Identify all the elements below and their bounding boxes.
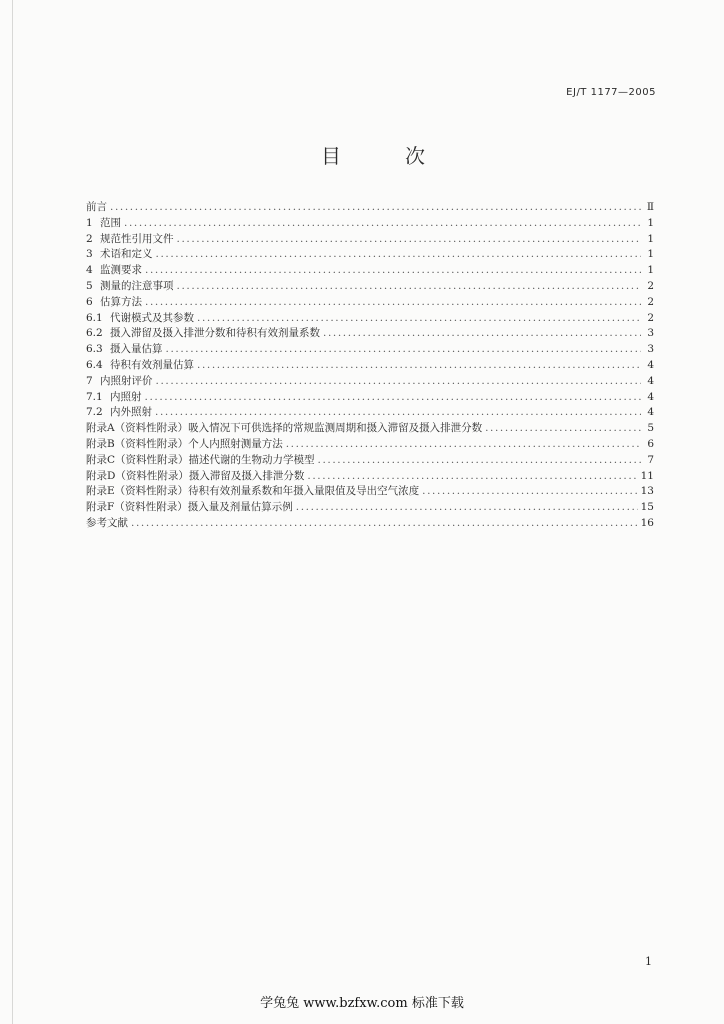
toc-dot-leader xyxy=(124,216,641,232)
toc-entry-title: 附录E（资料性附录）待积有效剂量系数和年摄入量限值及导出空气浓度 xyxy=(86,485,420,498)
toc-entry-page: 5 xyxy=(647,422,654,435)
toc-dot-leader xyxy=(156,374,642,390)
toc-entry[interactable] xyxy=(86,200,654,216)
toc-entry[interactable] xyxy=(86,358,654,374)
toc-dot-leader xyxy=(296,500,638,516)
toc-entry-number: 4 xyxy=(86,264,93,277)
toc-entry-page: 11 xyxy=(640,469,654,482)
toc-entry-title: 内照射评价 xyxy=(100,374,153,387)
toc-entry[interactable] xyxy=(86,216,654,232)
toc-dot-leader xyxy=(485,421,641,437)
toc-entry-page: 1 xyxy=(647,248,654,261)
toc-entry[interactable] xyxy=(86,247,654,263)
toc-entry-page: 15 xyxy=(640,501,654,514)
toc-entry-title: 附录A（资料性附录）吸入情况下可供选择的常规监测周期和摄入滞留及摄入排泄分数 xyxy=(86,422,483,435)
toc-dot-leader xyxy=(177,279,642,295)
toc-entry-number: 7.2 xyxy=(86,406,103,419)
toc-dot-leader xyxy=(422,484,637,500)
toc-dot-leader xyxy=(145,263,641,279)
toc-entry-title: 范围 xyxy=(100,216,121,229)
toc-entry-title: 待积有效剂量估算 xyxy=(110,358,194,371)
toc-entry[interactable] xyxy=(86,516,654,532)
toc-entry-title: 规范性引用文件 xyxy=(100,232,174,245)
toc-entry[interactable] xyxy=(86,469,654,485)
watermark-footer: 学兔兔 www.bzfxw.com 标准下载 xyxy=(260,996,464,1011)
page-number: 1 xyxy=(645,955,652,968)
toc-entry[interactable] xyxy=(86,311,654,327)
toc-entry[interactable] xyxy=(86,484,654,500)
toc-entry-page: 4 xyxy=(647,390,654,403)
toc-entry-title: 前言 xyxy=(86,201,107,213)
toc-dot-leader xyxy=(166,342,642,358)
toc-entry-title: 内外照射 xyxy=(110,406,152,419)
toc-entry[interactable] xyxy=(86,295,654,311)
toc-dot-leader xyxy=(197,358,641,374)
toc-entry-number: 6.2 xyxy=(86,327,103,340)
toc-dot-leader xyxy=(156,247,642,263)
toc-entry[interactable] xyxy=(86,279,654,295)
toc-entry-page: 3 xyxy=(647,343,654,356)
toc-entry[interactable] xyxy=(86,405,654,421)
toc-dot-leader xyxy=(318,453,641,469)
toc-entry-title: 附录C（资料性附录）描述代谢的生物动力学模型 xyxy=(86,453,315,466)
toc-entry-number: 7.1 xyxy=(86,390,103,403)
toc-entry-number: 6.3 xyxy=(86,343,103,356)
toc-entry[interactable] xyxy=(86,437,654,453)
toc-entry[interactable] xyxy=(86,232,654,248)
table-of-contents xyxy=(86,200,654,532)
toc-entry-page: 2 xyxy=(647,279,654,292)
toc-dot-leader xyxy=(145,295,641,311)
toc-entry-page: 16 xyxy=(640,516,654,529)
toc-dot-leader xyxy=(197,311,641,327)
toc-entry-page: 4 xyxy=(647,358,654,371)
toc-entry-number: 5 xyxy=(86,279,93,292)
toc-dot-leader xyxy=(131,516,638,532)
toc-entry-page: 13 xyxy=(640,485,654,498)
toc-entry[interactable] xyxy=(86,453,654,469)
toc-entry-title: 监测要求 xyxy=(100,264,142,277)
toc-entry-page: 1 xyxy=(647,232,654,245)
toc-dot-leader xyxy=(286,437,641,453)
toc-entry[interactable] xyxy=(86,421,654,437)
toc-dot-leader xyxy=(155,405,641,421)
toc-dot-leader xyxy=(177,232,642,248)
toc-entry[interactable] xyxy=(86,342,654,358)
toc-entry-number: 3 xyxy=(86,248,93,261)
toc-entry-page: 2 xyxy=(647,311,654,324)
toc-entry-page: 3 xyxy=(647,327,654,340)
toc-dot-leader xyxy=(307,469,637,485)
toc-entry-page: 7 xyxy=(647,453,654,466)
toc-entry-title: 测量的注意事项 xyxy=(100,279,174,292)
toc-entry[interactable] xyxy=(86,500,654,516)
toc-entry[interactable] xyxy=(86,374,654,390)
toc-entry-title: 附录B（资料性附录）个人内照射测量方法 xyxy=(86,437,283,450)
page-title: 目 次 xyxy=(321,144,447,168)
standard-code: EJ/T 1177—2005 xyxy=(566,87,656,98)
toc-entry-number: 6 xyxy=(86,295,93,308)
toc-entry-title: 摄入量估算 xyxy=(110,343,163,356)
toc-entry-page: 6 xyxy=(647,437,654,450)
toc-entry[interactable] xyxy=(86,263,654,279)
toc-entry-title: 代谢模式及其参数 xyxy=(110,311,194,324)
toc-entry-page: Ⅱ xyxy=(646,201,654,213)
toc-entry-page: 4 xyxy=(647,406,654,419)
toc-entry-title: 内照射 xyxy=(110,390,142,403)
toc-entry[interactable] xyxy=(86,390,654,406)
toc-entry-page: 2 xyxy=(647,295,654,308)
toc-entry[interactable] xyxy=(86,326,654,342)
toc-entry-title: 参考文献 xyxy=(86,516,128,529)
toc-dot-leader xyxy=(323,326,641,342)
toc-entry-title: 估算方法 xyxy=(100,295,142,308)
toc-entry-title: 摄入滞留及摄入排泄分数和待积有效剂量系数 xyxy=(110,327,320,340)
toc-entry-page: 4 xyxy=(647,374,654,387)
toc-entry-page: 1 xyxy=(647,216,654,229)
toc-entry-page: 1 xyxy=(647,264,654,277)
toc-entry-title: 附录F（资料性附录）摄入量及剂量估算示例 xyxy=(86,501,293,514)
toc-entry-number: 6.4 xyxy=(86,358,103,371)
toc-entry-number: 2 xyxy=(86,232,93,245)
toc-entry-number: 1 xyxy=(86,216,93,229)
toc-entry-number: 6.1 xyxy=(86,311,103,324)
toc-entry-number: 7 xyxy=(86,374,93,387)
toc-dot-leader xyxy=(110,200,641,216)
toc-entry-title: 术语和定义 xyxy=(100,248,153,261)
toc-entry-title: 附录D（资料性附录）摄入滞留及摄入排泄分数 xyxy=(86,469,305,482)
toc-dot-leader xyxy=(145,390,642,406)
